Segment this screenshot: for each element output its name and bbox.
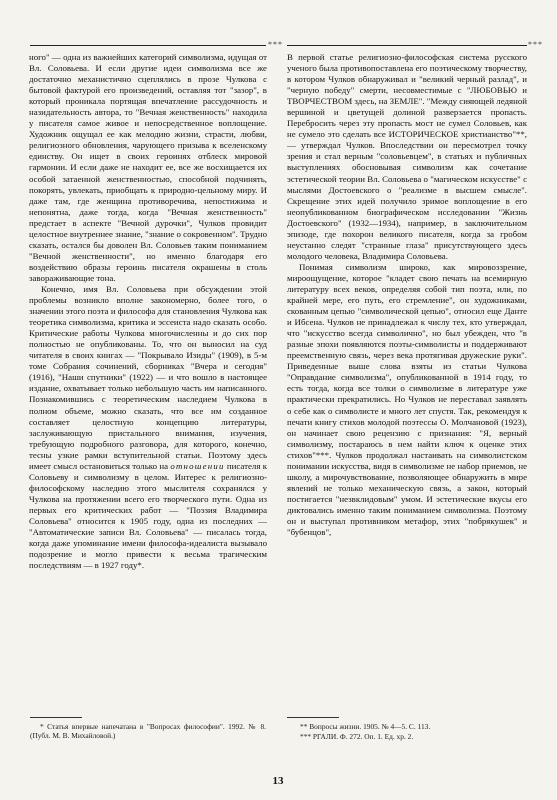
emphasized-word: отношении <box>170 460 225 471</box>
left-paragraph-1: ного" — одна из важнейших категорий символизма, идущая от Вл. Соловьева. И если другие идеи символизма все же достаточно механистично сцеплялись в прозе Чулкова с бытовой фактурой его произведений, оставляя тот "зазор", в который проникала портящая впечатление рассудочность и назидательность автора, то "Вечная женственность" находила у писателя самое живое и непосредственное воплощение. Художник ощущал ее как мелодию жизни, страсти, любви, религиозного обновления, чарующего призыва к вселенскому единству. Он ищет в своих героинях отблеск мировой гармонии. И если даже не находит ее, все же восхищается их особой затаенной женственностью, способной подчинять, покорять, увлекать, приобщать к природно-цельному миру. И даже там, где женщина противоречива, непостижима и непонятна, даже тогда, когда "Вечная женственность" предстает в аспекте "Вечной дурочки", Чулков провидит целостное внутреннее знание, "знание о сокровенном". Трудно сказать, остался бы доволен Вл. Соловьев таким пониманием "Вечной женственности", но именно благодаря его воздействию образы героинь писателя окрашены в столь завораживающие тона. <box>29 52 267 283</box>
right-text-column <box>287 52 527 752</box>
right-paragraph-1: В первой статье религиозно-философская система русского ученого была противопоставлена его поэтическому творчеству, в котором Чулков обнаруживал и "великий черный разлад", и "черную победу" смерти, несовместимые с "ЛЮБОВЬЮ и ТВОРЧЕСТВОМ здесь, на ЗЕМЛЕ". "Между сияющей ледяной вершиной и цветущей долиной разверзается пропасть. Перебросить через эту пропасть мост не сумел Соловьев, как не сумело это сделать все ИСТОРИЧЕСКОЕ христианство"**, — утверждал Чулков. Впоследствии он пересмотрел точку зрения и стал верным "соловьевцем", в статьях и публичных выступлениях обосновывая символизм как сочетание эстетической теории Вл. Соловьева о "магическом искусстве" с мыслями Достоевского о "реализме в высшем смысле". Скрещение этих идей получило зримое воплощение в его неопубликованном биографическом исследовании "Жизнь Достоевского" (1932—1934), например, в заключительном эпизоде, где похорон великого писателя, когда за гробом неустанно следят "странные глаза" присутствующего здесь молодого человека, Владимира Соловьева. <box>287 52 527 261</box>
left-paragraph-2-part-2: писателя к Соловьеву и символизму в целом. Интерес к религиозно-философскому наследию этого мыслителя сохранялся у Чулкова на протяжении всего его творческого пути. Одна из первых его критических работ — "Поэзия Владимира Соловьева" относится к 1905 году, одна из последних — "Автоматические записи Вл. Соловьева" — писалась тогда, когда даже упоминание имени философа-идеалиста вызывало подозрение и могло привести к весьма трагическим последствиям — в 1927 году*. <box>29 460 267 571</box>
footnote-left: * Статья впервые напечатана в "Вопросах философии". 1992. № 8. (Публ. М. В. Михайловой.) <box>30 722 266 741</box>
left-paragraph-2 <box>29 284 267 571</box>
header-stars-left: *** <box>268 40 283 49</box>
top-rule-left <box>30 45 266 46</box>
footnote-right-2: *** РГАЛИ. Ф. 272. Оп. 1. Ед. хр. 2. <box>300 732 414 741</box>
left-paragraph-2-part-1: Конечно, имя Вл. Соловьева при обсуждении этой проблемы возникло вполне закономерно, более того, о значении этого поэта и философа для становления Чулкова как теоретика символизма, критика и эссеиста надо сказать особо. Критические работы Чулкова многочисленны и до сих пор полностью не опубликованы. То, что он выносил на суд читателя в своих книгах — "Покрывало Изиды" (1909), в 5-м томе Собрания сочинений, сборниках "Вчера и сегодня" (1916), "Наши спутники" (1922) — и что вошло в настоящее издание, охватывает только небольшую часть им написанного. Познакомившись с теоретическим наследием Чулкова в полном объеме, можно сказать, что все им созданное составляет целостную концепцию литературы, заслуживающую пристального внимания, изучения, требующую подробного разговора, для которого, конечно, тесны узкие рамки вступительной статьи. Поэтому здесь имеет смысл остановиться только на <box>29 283 267 471</box>
footnote-right-1: ** Вопросы жизни. 1905. № 4—5. С. 113. <box>300 722 431 731</box>
footnote-rule-right <box>287 717 339 718</box>
top-rule-right <box>287 45 527 46</box>
page-number: 13 <box>272 775 284 787</box>
right-paragraph-2: Понимая символизм широко, как мировоззрение, мироощущение, которое "кладет свою печать на всемирную литературу всех веков, определяя собой тип поэта, или, по крайней мере, его путь, его стремление", он художниками, скованным цепью "символической цепью", относил еще Данте и Ибсена. Чулков не принадлежал к числу тех, кто утверждал, что "искусство всегда символично", но был убежден, что "в разные эпохи появляются поэты-символисты и поддерживают преемственную связь, через века протягивая дружеские руки". Приведенные выше слова взяты из статьи Чулкова "Оправдание символизма", опубликованной в 1914 году, то есть тогда, когда все толки о символизме в литературе уже практически прекратились. Но Чулков не переставал заявлять о себе как о символисте и много лет спустя. Так, рекомендуя к печати книгу стихов молодой поэтессы О. Молчановой (1923), он начинает свою рецензию с признания: "Я, верный символизму, постараюсь в нем найти ключ к оценке этих стихов"***. Чулков продолжал настаивать на символистском понимании искусства, видя в символизме не набор приемов, не школу, а мирочувствование, позволяющее обнаружить в мире явлений не только механическую связь, а закон, который постигается "незвклидовым" умом. И эстетические вкусы его диктовались именно таким пониманием символизма. Поэтому он и выступал противником метафор, этих "побрякушек" и "бубенцов", <box>287 261 527 538</box>
header-stars-right: *** <box>528 40 543 49</box>
left-text-column <box>29 52 267 752</box>
footnote-rule-left <box>30 717 82 718</box>
